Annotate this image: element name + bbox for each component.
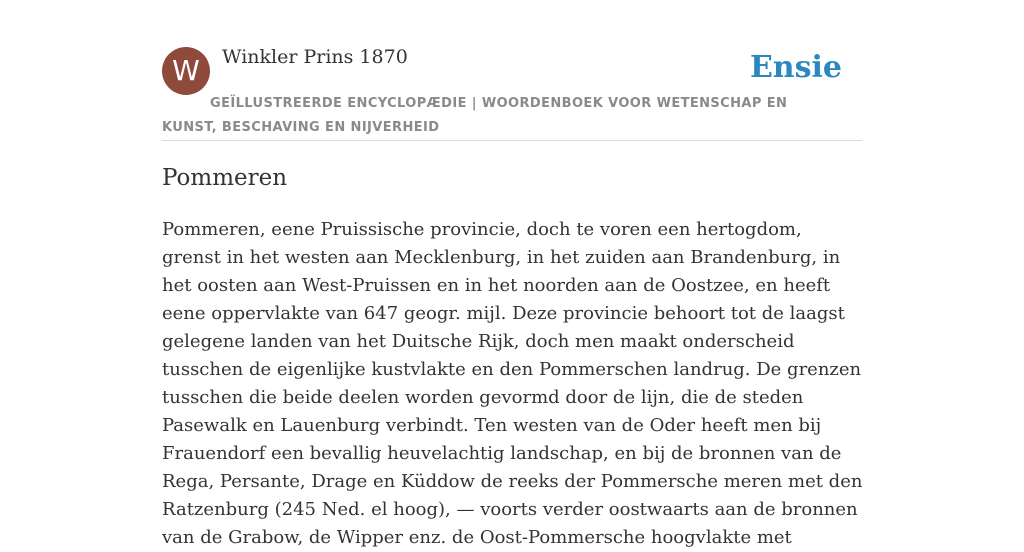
entry-body: Pommeren, eene Pruissische provincie, doch te voren een hertogdom, grenst in het westen aan Mecklenburg, in het zuiden aan Brandenburg, in het oosten aan West-Pruissen en in het noorden aan de Oostzee, en heeft eene oppervlakte van 647 geogr. mijl. Deze provincie behoort tot de laagst gelegene landen van het Duitsche Rijk, doch men maakt onderscheid tusschen de eigenlijke kustvlakte en den Pommerschen landrug. De grenzen tusschen die beide deelen worden gevormd door de lijn, die de steden Pasewalk en Lauenburg verbindt. Ten westen van de Oder heeft men bij Frauendorf een bevallig heuvelachtig landschap, en bij de bronnen van de Rega, Persante, Drage en Küddow de reeks der Pommersche meren met den Ratzenburg (245 Ned. el hoog), — voorts verder oostwaarts aan de bronnen van de Grabow, de Wipper enz. de Oost-Pommersche hoogvlakte met: [162, 219, 863, 548]
source-title[interactable]: Winkler Prins 1870: [222, 46, 408, 68]
source-subtitle: GEÏLLUSTREERDE ENCYCLOPÆDIE | WOORDENBOEK VOOR WETENSCHAP EN KUNST, BESCHAVING EN NIJVERHEID: [162, 96, 788, 135]
source-avatar[interactable]: W: [162, 47, 210, 95]
brand-logo-link[interactable]: Ensie: [749, 50, 842, 85]
header: [162, 46, 862, 141]
entry-title: Pommeren: [162, 165, 288, 191]
